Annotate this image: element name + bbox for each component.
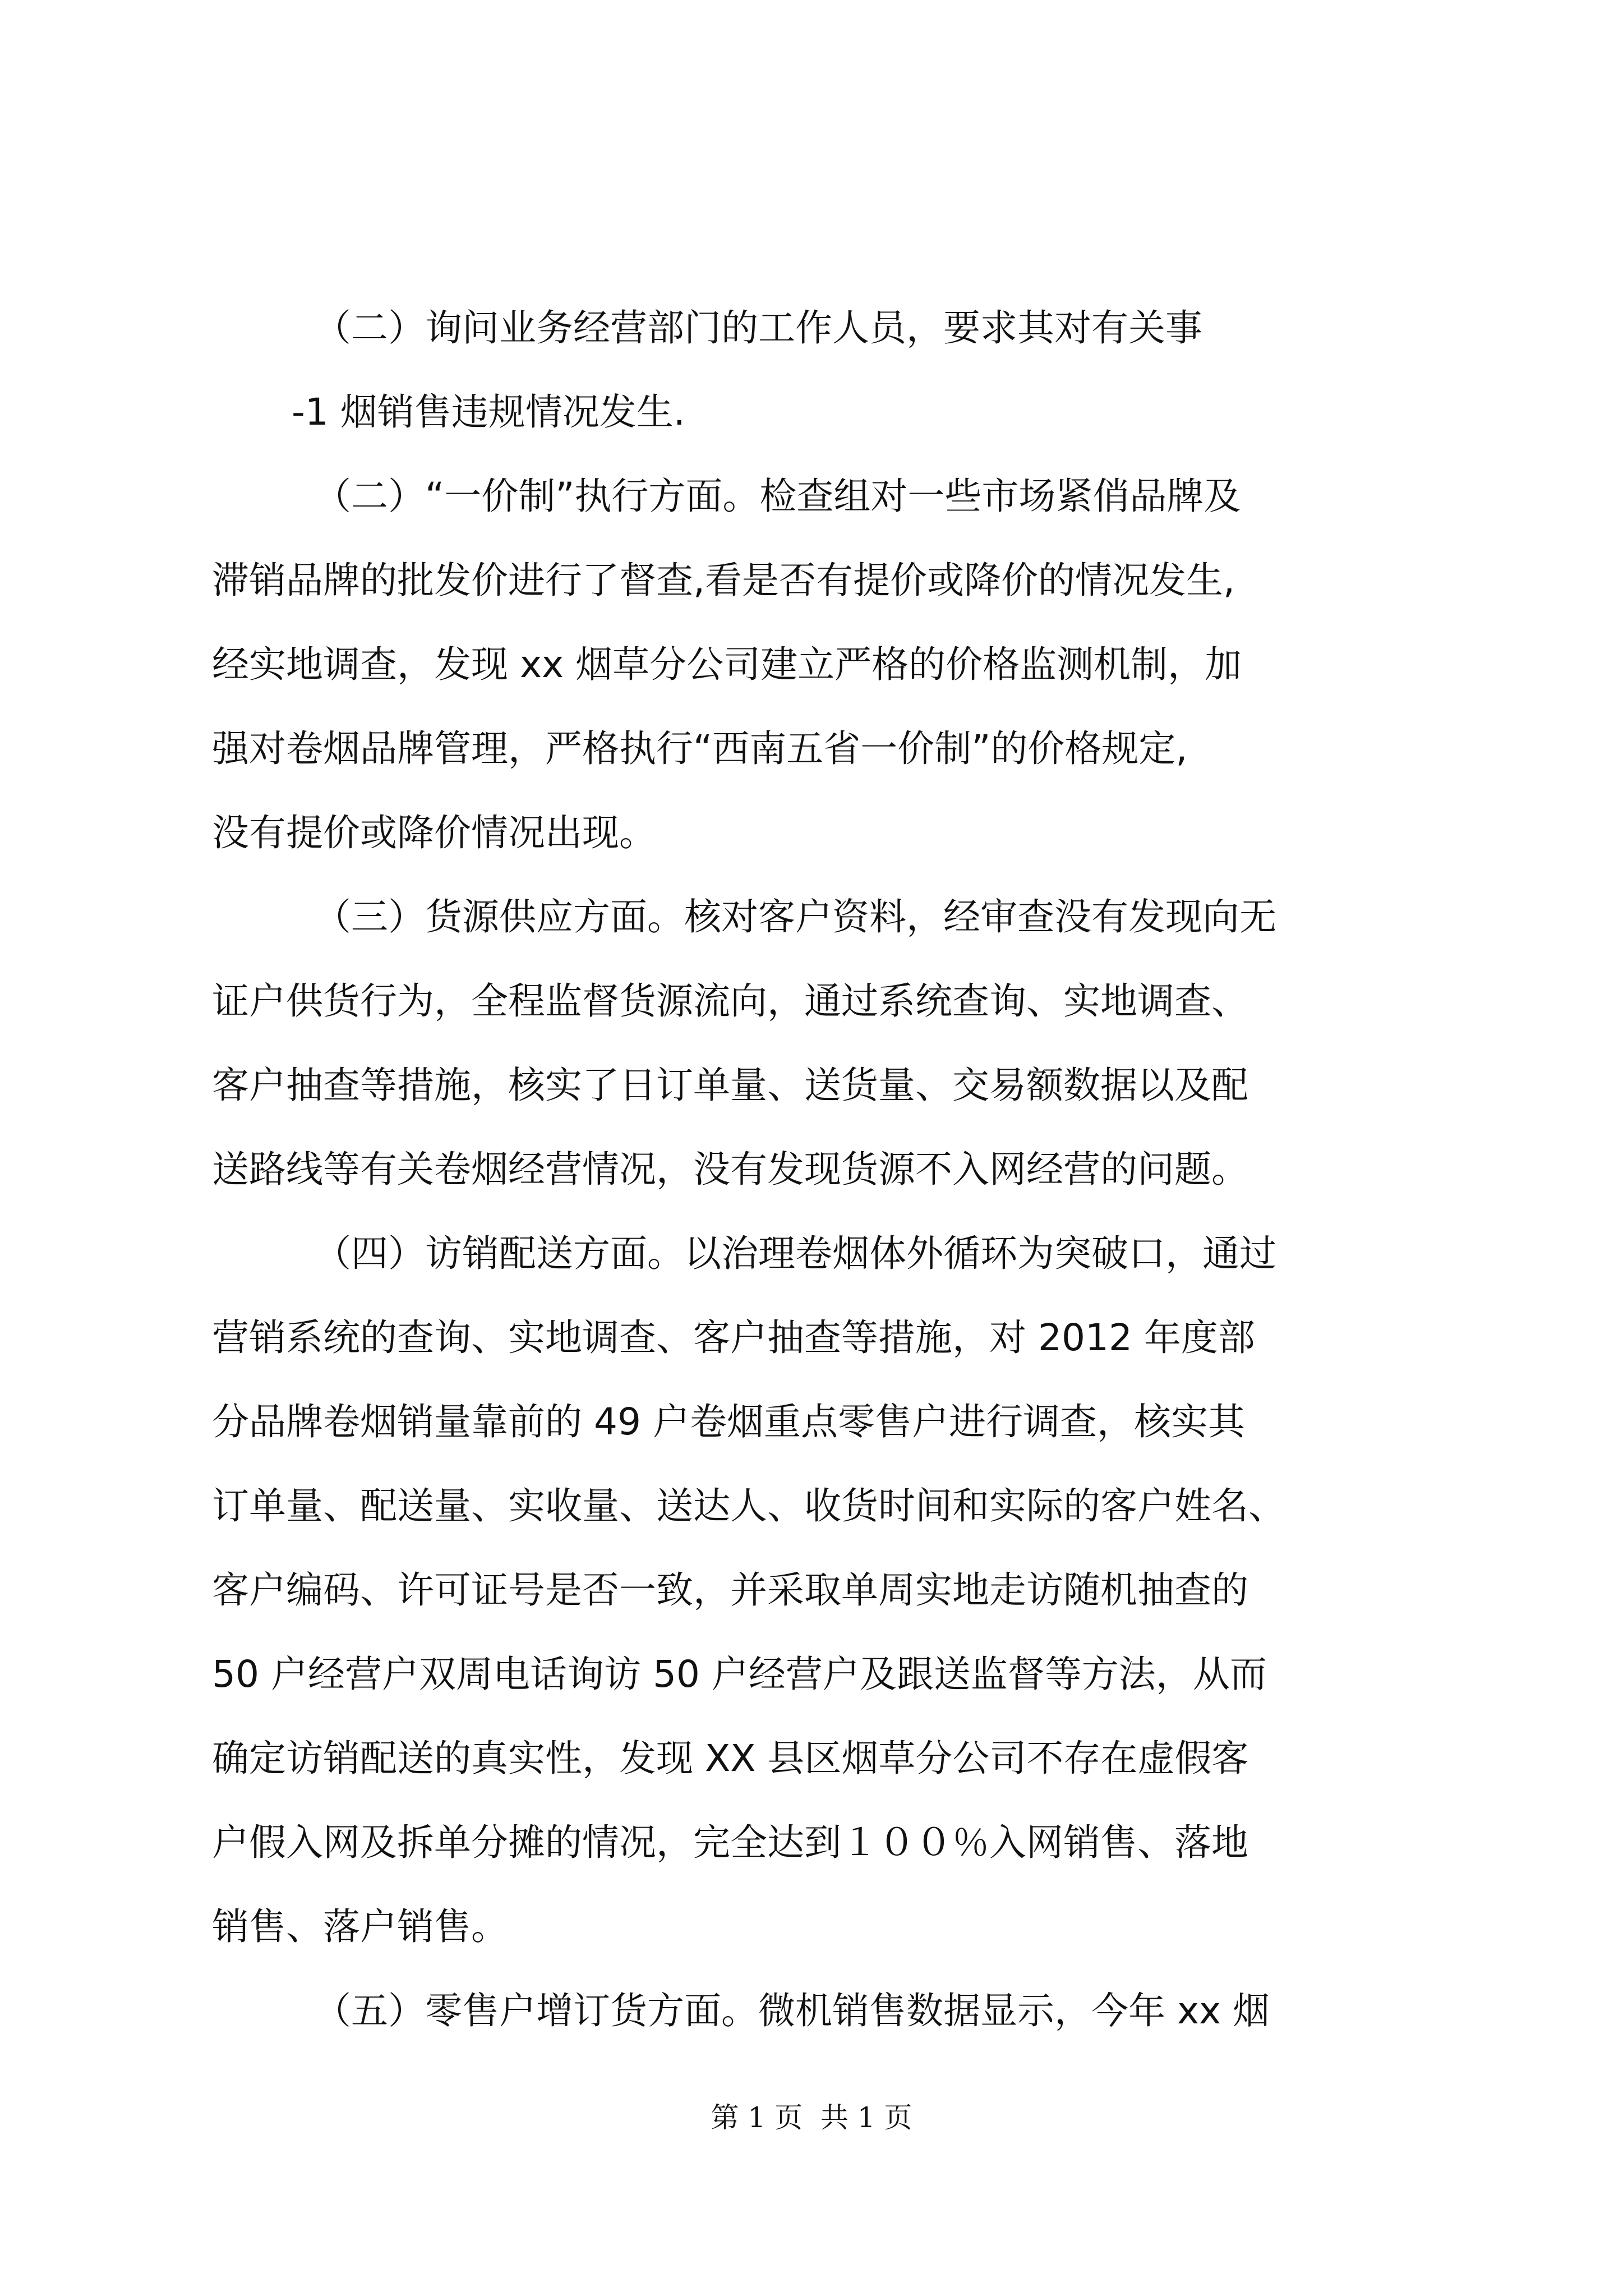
body-line-13: 营销系统的查询、实地调查、客户抽查等措施，对 2012 年度部 <box>212 1316 1255 1359</box>
body-line-6: 强对卷烟品牌管理，严格执行“西南五省一价制”的价格规定, <box>212 727 1188 770</box>
body-line-16: 客户编码、许可证号是否一致，并采取单周实地走访随机抽查的 <box>212 1568 1248 1612</box>
body-line-5: 经实地调查，发现 xx 烟草分公司建立严格的价格监测机制，加 <box>212 643 1242 686</box>
page-footer: 第 1 页 共 1 页 <box>711 2101 912 2134</box>
body-line-8: （三）货源供应方面。核对客户资料，经审查没有发现向无 <box>314 895 1276 938</box>
body-line-21: （五）零售户增订货方面。微机销售数据显示，今年 xx 烟 <box>314 1989 1270 2032</box>
body-line-20: 销售、落户销售。 <box>212 1905 508 1948</box>
body-line-17: 50 户经营户双周电话询访 50 户经营户及跟送监督等方法，从而 <box>212 1653 1267 1696</box>
body-line-1: （二）询问业务经营部门的工作人员，要求其对有关事 <box>314 306 1202 349</box>
body-line-14: 分品牌卷烟销量靠前的 49 户卷烟重点零售户进行调查，核实其 <box>212 1400 1245 1443</box>
body-line-10: 客户抽查等措施，核实了日订单量、送货量、交易额数据以及配 <box>212 1064 1248 1107</box>
body-line-11: 送路线等有关卷烟经营情况，没有发现货源不入网经营的问题。 <box>212 1148 1248 1191</box>
body-line-2: -1 烟销售违规情况发生. <box>292 390 685 434</box>
body-line-9: 证户供货行为，全程监督货源流向，通过系统查询、实地调查、 <box>212 979 1248 1023</box>
body-line-12: （四）访销配送方面。以治理卷烟体外循环为突破口，通过 <box>314 1232 1276 1275</box>
body-line-18: 确定访销配送的真实性，发现 XX 县区烟草分公司不存在虚假客 <box>212 1737 1249 1780</box>
body-line-19: 户假入网及拆单分摊的情况，完全达到１００％入网销售、落地 <box>212 1821 1248 1864</box>
body-line-15: 订单量、配送量、实收量、送达人、收货时间和实际的客户姓名、 <box>212 1484 1285 1527</box>
body-line-4: 滞销品牌的批发价进行了督查,看是否有提价或降价的情况发生, <box>212 559 1235 602</box>
body-line-7: 没有提价或降价情况出现。 <box>212 811 656 854</box>
body-line-3: （二）“一价制”执行方面。检查组对一些市场紧俏品牌及 <box>314 475 1241 518</box>
